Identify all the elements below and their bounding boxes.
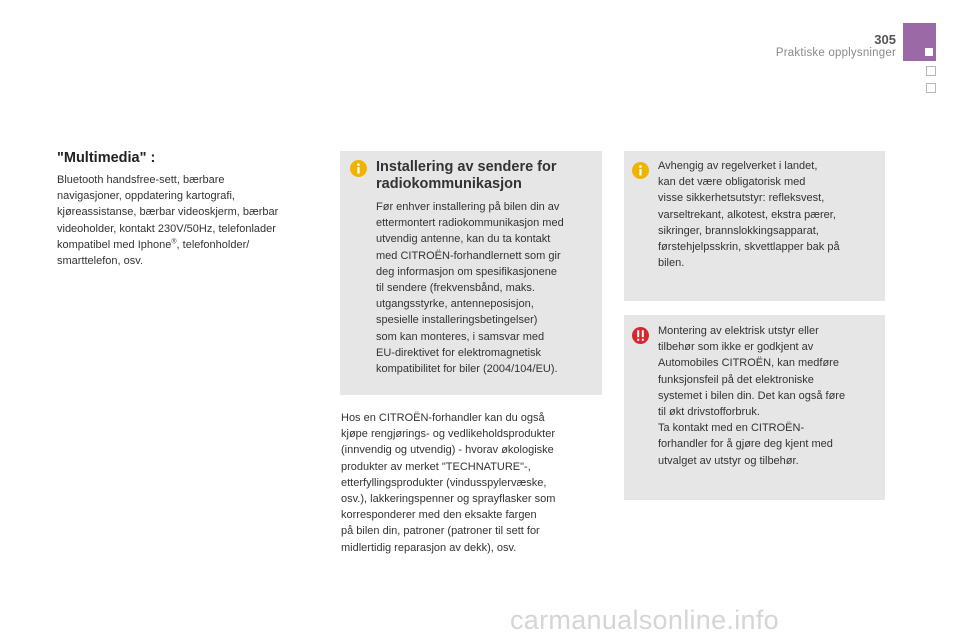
- watermark: carmanualsonline.info: [510, 605, 779, 635]
- text-line: kjøreassistanse, bærbar videoskjerm, bærbar: [57, 206, 279, 219]
- warning-icon: [632, 327, 649, 344]
- text-line: kompatibilitet for biler (2004/104/EU).: [376, 363, 558, 376]
- text-line: EU-direktivet for elektromagnetisk: [376, 346, 542, 359]
- multimedia-heading: "Multimedia" :: [57, 150, 156, 166]
- text-line: Før enhver installering på bilen din av: [376, 201, 560, 213]
- text-line: navigasjoner, oppdatering kartografi,: [57, 190, 235, 203]
- text-line: til økt drivstofforbruk.: [658, 406, 760, 419]
- text-line: [57, 237, 312, 253]
- text-line: med CITROËN-forhandlernett som gir: [376, 249, 561, 262]
- text-line: videoholder, kontakt 230V/50Hz, telefonlader: [57, 222, 276, 235]
- text-line: osv.), lakkeringspenner og sprayflasker som: [341, 493, 556, 506]
- info-icon: [632, 162, 649, 179]
- safety-info-box: [624, 151, 885, 301]
- text-line: utvalget av utstyr og tilbehør.: [658, 454, 799, 467]
- text-line: tilbehør som ikke er godkjent av: [658, 341, 814, 354]
- registered-mark: ®: [171, 238, 177, 246]
- install-text: [376, 199, 564, 377]
- chapter-tab-outline: [926, 83, 936, 93]
- text-line: varseltrekant, alkotest, ekstra pærer,: [658, 208, 836, 221]
- text-line: produkter av merket "TECHNATURE"-,: [341, 460, 531, 473]
- multimedia-text: [57, 172, 312, 269]
- text-line: funksjonsfeil på det elektroniske: [658, 373, 814, 386]
- text-line: kjøpe rengjørings- og vedlikeholdsprodukter: [341, 428, 555, 441]
- heading-line: Installering av sendere for: [376, 159, 557, 175]
- text-line: til sendere (frekvensbånd, maks.: [376, 282, 535, 295]
- text-line: deg informasjon om spesifikasjonene: [376, 265, 557, 278]
- text-fragment: , telefonholder/: [176, 238, 250, 251]
- install-heading: [376, 159, 557, 193]
- chapter-tab: [903, 23, 936, 61]
- text-line: på bilen din, patroner (patroner til sett for: [341, 525, 540, 538]
- text-line: som kan monteres, i samsvar med: [376, 330, 545, 343]
- text-line: Montering av elektrisk utstyr eller: [658, 325, 819, 337]
- section-title: Praktiske opplysninger: [775, 47, 896, 59]
- text-line: utvendig antenne, kan du ta kontakt: [376, 233, 551, 246]
- text-fragment: kompatibel med Iphone: [57, 238, 172, 251]
- text-line: Avhengig av regelverket i landet,: [658, 160, 818, 172]
- page-number: 305: [874, 32, 896, 47]
- text-line: Bluetooth handsfree-sett, bærbare: [57, 174, 225, 186]
- text-line: etterfyllingsprodukter (vindusspylervæske,: [341, 476, 547, 489]
- chapter-tab-marker: [925, 48, 933, 56]
- text-line: systemet i bilen din. Det kan også føre: [658, 389, 846, 402]
- text-line: visse sikkerhetsutstyr: refleksvest,: [658, 192, 825, 205]
- text-line: Automobiles CITROËN, kan medføre: [658, 357, 839, 370]
- text-line: spesielle installeringsbetingelser): [376, 314, 538, 327]
- warning-box: [624, 315, 885, 500]
- text-line: forhandler for å gjøre deg kjent med: [658, 438, 833, 451]
- text-line: Ta kontakt med en CITROËN-: [658, 422, 805, 435]
- text-line: bilen.: [658, 257, 685, 270]
- text-line: kan det være obligatorisk med: [658, 176, 806, 189]
- text-line: sikringer, brannslokkingsapparat,: [658, 224, 819, 237]
- text-line: Hos en CITROËN-forhandler kan du også: [341, 412, 545, 424]
- heading-line: radiokommunikasjon: [376, 176, 522, 192]
- safety-text: [658, 158, 840, 271]
- text-line: midlertidig reparasjon av dekk), osv.: [341, 541, 517, 554]
- text-line: førstehjelpsskrin, skvettlapper bak på: [658, 241, 840, 254]
- text-line: korresponderer med den eksakte fargen: [341, 509, 537, 522]
- text-line: ettermontert radiokommunikasjon med: [376, 217, 564, 230]
- info-icon: [350, 160, 367, 177]
- warning-text: [658, 323, 845, 469]
- chapter-tab-outline: [926, 66, 936, 76]
- dealer-text: [341, 410, 603, 556]
- install-info-box: [340, 151, 602, 395]
- text-line: utgangsstyrke, antenneposisjon,: [376, 298, 534, 311]
- text-line: (innvendig og utvendig) - hvorav økologiske: [341, 444, 554, 457]
- text-line: smarttelefon, osv.: [57, 255, 143, 268]
